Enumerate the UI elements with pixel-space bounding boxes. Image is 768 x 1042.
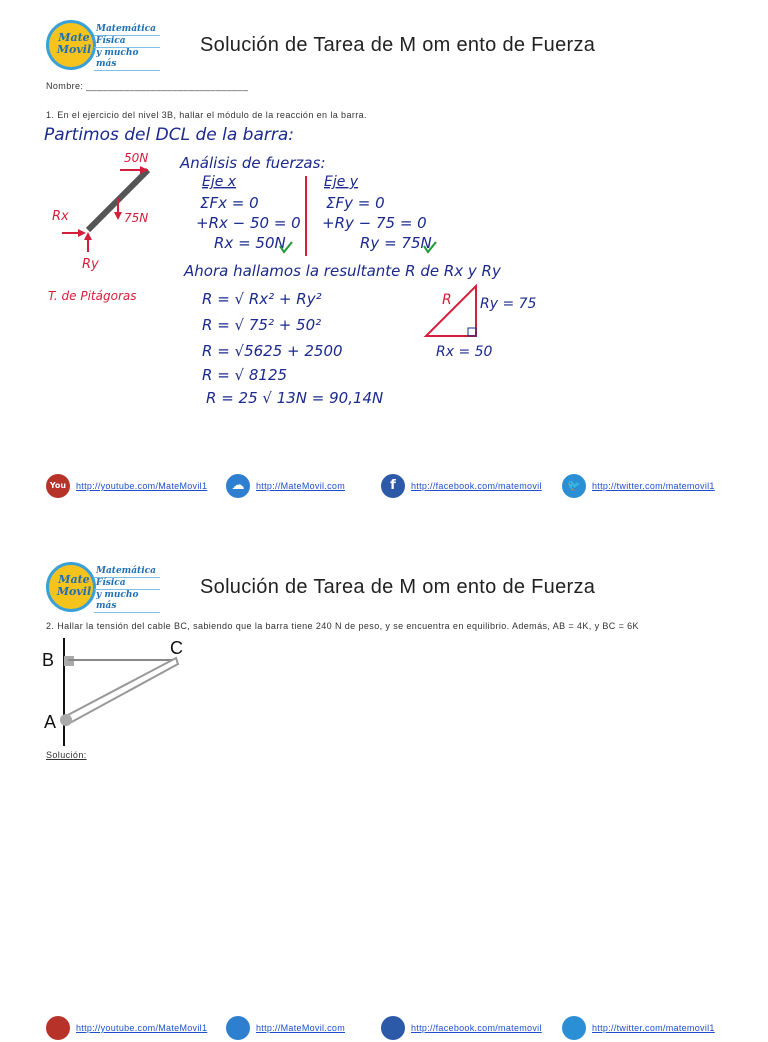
matemovil-logo-2 — [46, 562, 158, 612]
link-facebook-2[interactable]: http://facebook.com/matemovil — [411, 1023, 542, 1033]
fbd-label-50n: 50N — [124, 151, 149, 165]
hw-resultant-intro: Ahora hallamos la resultante R de Rx y Ry — [184, 262, 501, 280]
hw-triangle-r: R — [442, 292, 452, 308]
hw-eje-x-1: ΣFx = 0 — [200, 194, 259, 212]
link-facebook[interactable]: http://facebook.com/matemovil — [411, 481, 542, 491]
problem-2-statement: 2. Hallar la tensión del cable BC, sabiendo que la barra tiene 240 N de peso, y se encuentra en equilibrio. Además, AB = 4K, y BC = 6K — [46, 621, 639, 631]
link-youtube[interactable]: http://youtube.com/MateMovil1 — [76, 481, 208, 491]
hw-step-1: R = √ Rx² + Ry² — [202, 290, 322, 308]
social-links-row: You http://youtube.com/MateMovil1 ☁ http://MateMovil.com f http://facebook.com/matemovil 🐦 http://twitter.com/matemovil1 — [46, 474, 746, 500]
hw-analysis-title: Análisis de fuerzas: — [180, 154, 326, 172]
hw-eje-y-title: Eje y — [324, 174, 359, 190]
logo-badge-text-2: Movil — [56, 43, 92, 56]
page-title-2: Solución de Tarea de M om ento de Fuerza — [200, 576, 596, 598]
logo-2-line-3: y mucho más — [94, 590, 160, 613]
hw-step-2: R = √ 75² + 50² — [202, 316, 322, 334]
cloud-icon — [226, 1016, 250, 1040]
fbd-label-75n: 75N — [124, 211, 149, 225]
logo-line-1: Matemática — [94, 24, 160, 36]
hw-eje-y-2: +Ry − 75 = 0 — [322, 214, 427, 232]
hw-heading: Partimos del DCL de la barra: — [44, 125, 295, 145]
fbd-label-ry: Ry — [82, 257, 99, 272]
label-b: B — [42, 650, 55, 670]
hw-eje-y-3: Ry = 75N — [360, 234, 432, 252]
handwritten-solution — [40, 120, 560, 420]
link-youtube-2[interactable]: http://youtube.com/MateMovil1 — [76, 1023, 208, 1033]
label-a: A — [44, 712, 57, 732]
hw-triangle-rx: Rx = 50 — [436, 344, 493, 360]
link-twitter[interactable]: http://twitter.com/matemovil1 — [592, 481, 715, 491]
facebook-icon — [381, 1016, 405, 1040]
hw-pitagoras: T. de Pitágoras — [48, 289, 137, 303]
hinge-a — [60, 714, 72, 726]
link-website-2[interactable]: http://MateMovil.com — [256, 1023, 346, 1033]
label-c: C — [170, 638, 183, 658]
bar-ac — [66, 658, 178, 724]
problem-2-diagram — [38, 636, 198, 748]
logo-line-2: Física — [94, 36, 160, 48]
logo-badge — [46, 20, 96, 70]
hw-eje-x-3: Rx = 50N — [214, 234, 286, 252]
hw-eje-x-2: +Rx − 50 = 0 — [196, 214, 301, 232]
nombre-field: Nombre: ______________________________ — [46, 81, 249, 91]
hw-step-5: R = 25 √ 13N = 90,14N — [206, 389, 384, 407]
hw-step-3: R = √5625 + 2500 — [202, 342, 343, 360]
logo-badge-2 — [46, 562, 96, 612]
hw-eje-y-1: ΣFy = 0 — [326, 194, 385, 212]
matemovil-logo — [46, 20, 158, 70]
page-title: Solución de Tarea de M om ento de Fuerza — [200, 34, 596, 56]
link-twitter-2[interactable]: http://twitter.com/matemovil1 — [592, 1023, 715, 1033]
link-website[interactable]: http://MateMovil.com — [256, 481, 346, 491]
logo-badge-2-text-2: Movil — [56, 585, 92, 598]
hw-triangle-ry: Ry = 75 — [480, 296, 537, 312]
logo-line-3: y mucho más — [94, 48, 160, 71]
twitter-icon — [562, 1016, 586, 1040]
youtube-icon — [46, 1016, 70, 1040]
logo-2-line-2: Física — [94, 578, 160, 590]
problem-1-statement: 1. En el ejercicio del nivel 3B, hallar el módulo de la reacción en la barra. — [46, 110, 367, 120]
hw-eje-x-title: Eje x — [202, 174, 237, 190]
logo-badge-2-text-1: Mate — [58, 573, 90, 586]
logo-badge-text-1: Mate — [58, 31, 90, 44]
solucion-label: Solución: — [46, 750, 87, 760]
fbd-label-rx: Rx — [52, 209, 69, 224]
logo-2-line-1: Matemática — [94, 566, 160, 578]
hw-step-4: R = √ 8125 — [202, 366, 288, 384]
social-links-row-2 — [46, 1016, 746, 1042]
